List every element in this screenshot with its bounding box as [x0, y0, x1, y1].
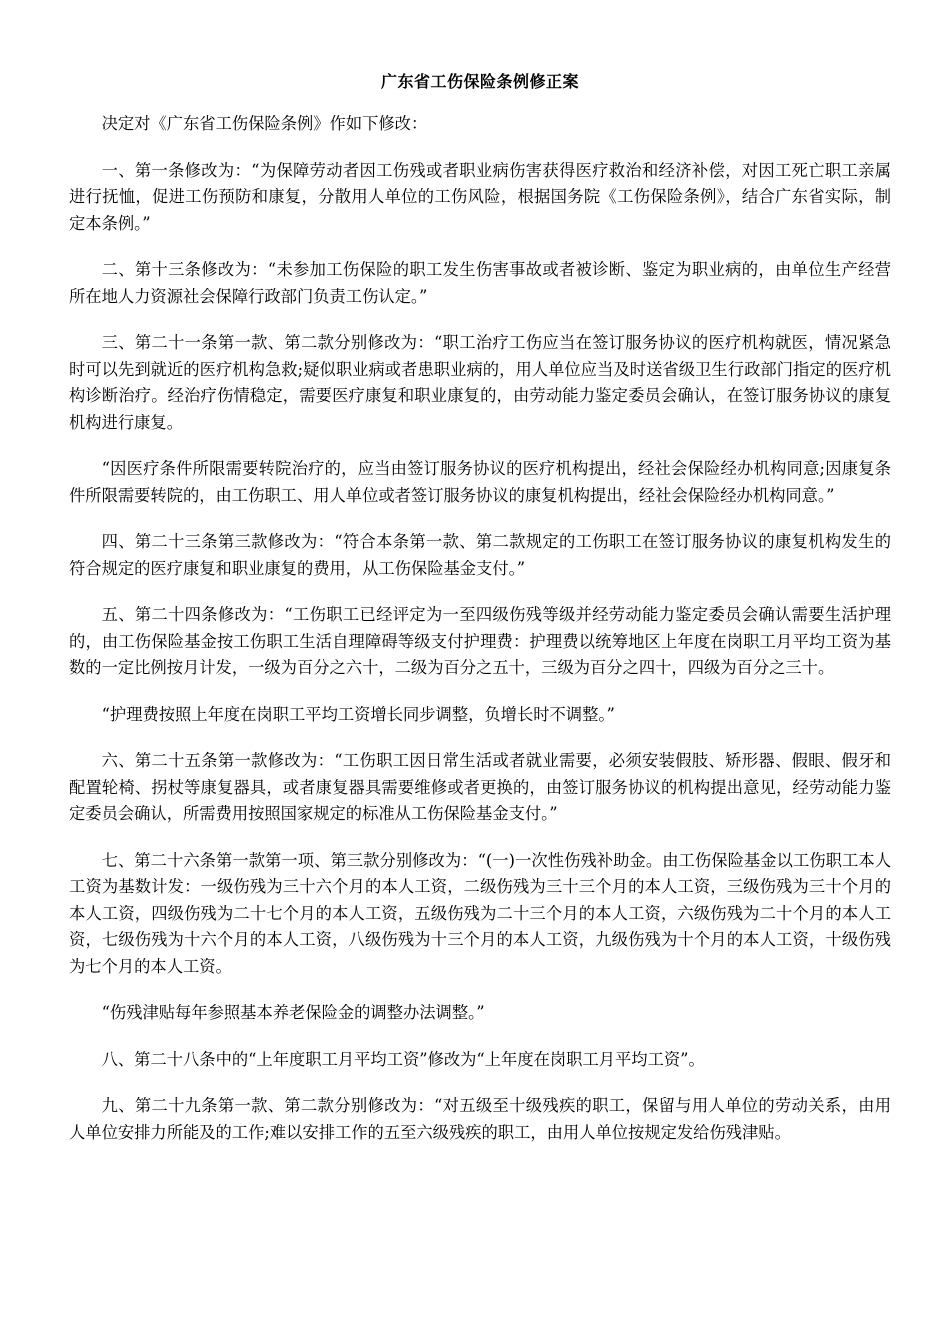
paragraph-intro: 决定对《广东省工伤保险条例》作如下修改：: [101, 114, 428, 133]
paragraph-article-1: 一、第一条修改为：“为保障劳动者因工伤残或者职业病伤害获得医疗救治和经济补偿，对因工死亡职工亲属进行抚恤，促进工伤预防和康复，分散用人单位的工伤风险，根据国务院《工伤保险条例》，结合广东省实际，制定本条例。”: [69, 160, 891, 233]
paragraph-article-5: 五、第二十四条修改为：“工伤职工已经评定为一至四级伤残等级并经劳动能力鉴定委员会确认需要生活护理的，由工伤保险基金按工伤职工生活自理障碍等级支付护理费：护理费以统筹地区上年度在岗职工月平均工资为基数的一定比例按月计发，一级为百分之六十，二级为百分之五十，三级为百分之四十，四级为百分之三十。: [69, 605, 891, 677]
paragraph-article-6: 六、第二十五条第一款修改为：“工伤职工因日常生活或者就业需要，必须安装假肢、矫形器、假眼、假牙和配置轮椅、拐杖等康复器具，或者康复器具需要维修或者更换的，由签订服务协议的机构提出意见，经劳动能力鉴定委员会确认，所需费用按照国家规定的标准从工伤保险基金支付。”: [69, 751, 891, 823]
paragraph-article-7: 七、第二十六条第一款第一项、第三款分别修改为：“(一)一次性伤残补助金。由工伤保险基金以工伤职工本人工资为基数计发：一级伤残为三十六个月的本人工资，二级伤残为三十三个月的本人工资，三级伤残为三十个月的本人工资，四级伤残为二十七个月的本人工资，五级伤残为二十三个月的本人工资，六级伤残为二十个月的本人工资，七级伤残为十六个月的本人工资，八级伤残为十三个月的本人工资，九级伤残为十个月的本人工资，十级伤残为七个月的本人工资。: [69, 850, 891, 976]
document-page: [69, 70, 891, 1166]
paragraph-article-4: 四、第二十三条第三款修改为：“符合本条第一款、第二款规定的工伤职工在签订服务协议的康复机构发生的符合规定的医疗康复和职业康复的费用，从工伤保险基金支付。”: [69, 532, 891, 578]
paragraph-article-2: 二、第十三条修改为：“未参加工伤保险的职工发生伤害事故或者被诊断、鉴定为职业病的，由单位生产经营所在地人力资源社会保障行政部门负责工伤认定。”: [69, 260, 891, 306]
paragraph-article-9: 九、第二十九条第一款、第二款分别修改为：“对五级至十级残疾的职工，保留与用人单位的劳动关系，由用人单位安排力所能及的工作;难以安排工作的五至六级残疾的职工，由用人单位按规定发给伤残津贴。: [69, 1096, 891, 1142]
document-title: 广东省工伤保险条例修正案: [380, 72, 579, 91]
paragraph-article-7-continued: “伤残津贴每年参照基本养老保险金的调整办法调整。”: [101, 1003, 485, 1022]
paragraph-article-5-continued: “护理费按照上年度在岗职工平均工资增长同步调整，负增长时不调整。”: [101, 704, 615, 724]
paragraph-article-3-continued: “因医疗条件所限需要转院治疗的，应当由签订服务协议的医疗机构提出，经社会保险经办机构同意;因康复条件所限需要转院的，由工伤职工、用人单位或者签订服务协议的康复机构提出，经社会保险经办机构同意。”: [69, 459, 891, 505]
paragraph-article-3: 三、第二十一条第一款、第二款分别修改为：“职工治疗工伤应当在签订服务协议的医疗机构就医，情况紧急时可以先到就近的医疗机构急救;疑似职业病或者患职业病的，用人单位应当及时送省级卫生行政部门指定的医疗机构诊断治疗。经治疗伤情稳定，需要医疗康复和职业康复的，由劳动能力鉴定委员会确认，在签订服务协议的康复机构进行康复。: [69, 333, 891, 432]
paragraph-article-8: 八、第二十八条中的“上年度职工月平均工资”修改为“上年度在岗职工月平均工资”。: [101, 1049, 705, 1069]
